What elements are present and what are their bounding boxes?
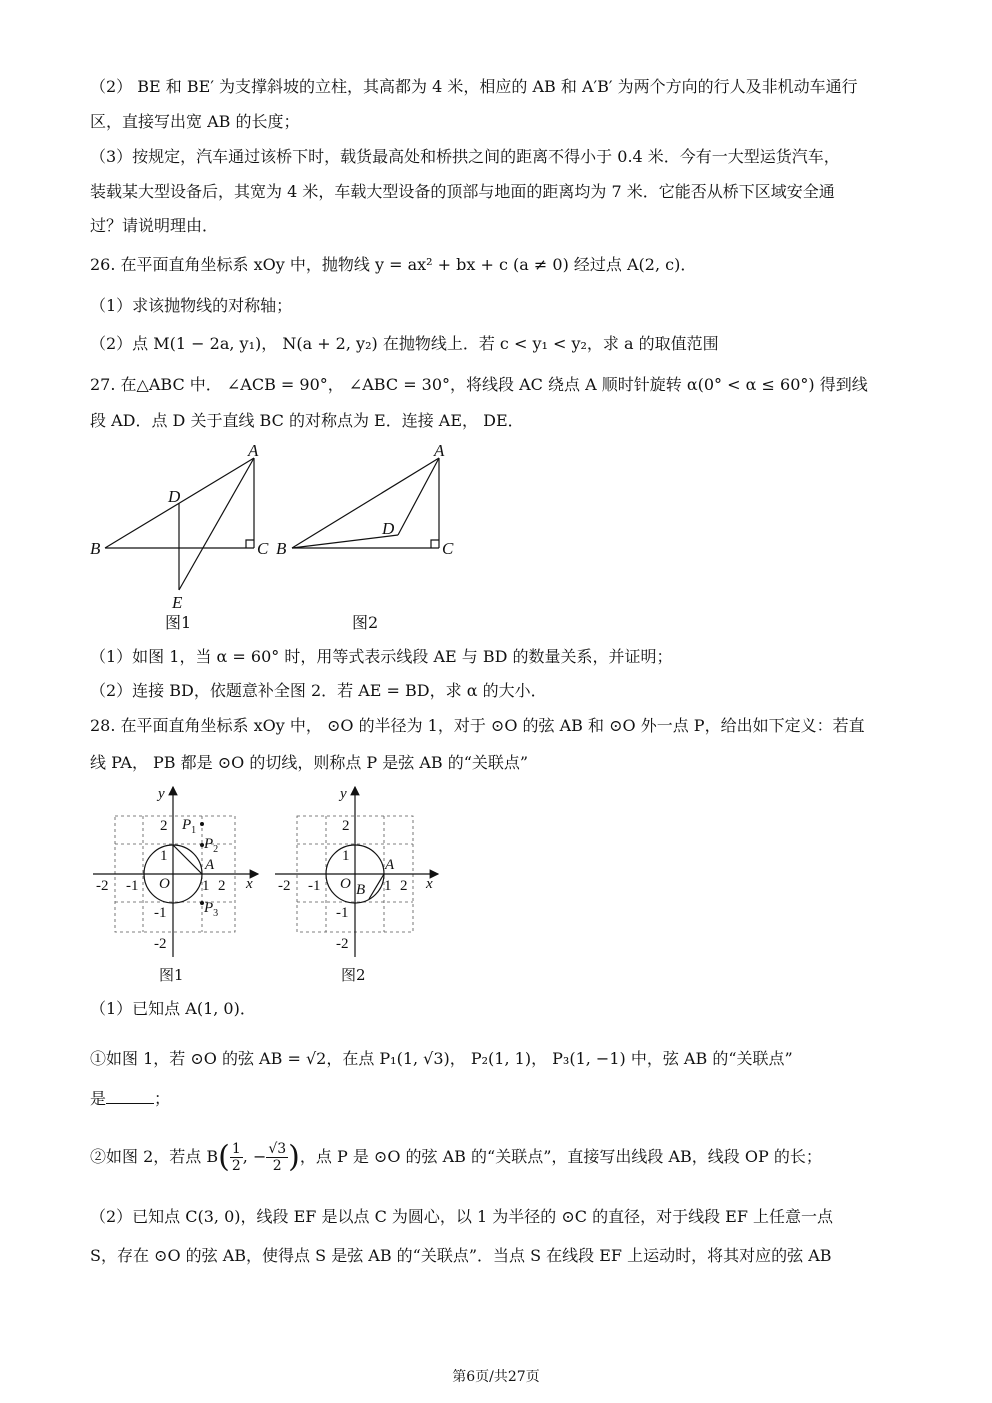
- fig27-2-label-D: D: [382, 519, 395, 538]
- fig28-1-tick-y-p2: 2: [160, 818, 168, 834]
- figure-28: [88, 782, 448, 987]
- fig28-1-tick-x-p2: 2: [218, 878, 226, 894]
- fig27-1-right-angle: [246, 540, 254, 548]
- fig27-1-label-B: B: [90, 539, 101, 558]
- fig28-1-tick-y-n2: -2: [154, 936, 167, 952]
- fig27-2-right-angle: [431, 540, 439, 548]
- figure-27: [85, 440, 485, 640]
- question-28-part1-a-answer: [90, 1088, 170, 1110]
- fig28-1-tick-y-p1: 1: [160, 848, 168, 864]
- part1-b-prefix: ②如图 2，若点 B: [90, 1147, 219, 1166]
- fig28-1-caption: 图1: [159, 966, 184, 984]
- paren-open: (: [218, 1139, 230, 1175]
- fig28-2-tick-y-p2: 2: [342, 818, 350, 834]
- fig28-1-label-P2: $P_2$: [204, 836, 219, 855]
- fig27-2-seg-AD: [398, 458, 439, 535]
- fig28-1-label-x: x: [246, 876, 253, 892]
- question-28-part2-cont: S，存在 ⊙O 的弦 AB，使得点 S 是弦 AB 的“关联点”．当点 S 在线段 EF 上运动时，将其对应的弦 AB: [90, 1246, 832, 1265]
- q25-part3-line1: （3）按规定，汽车通过该桥下时，载货最高处和桥拱之间的距离不得小于 0.4 米．今有一大型运货汽车，: [90, 147, 840, 166]
- fig28-1-label-A: A: [205, 857, 215, 873]
- q25-part2-line2: 区，直接写出宽 AB 的长度；: [90, 112, 300, 131]
- q25-part3-line3: 过？请说明理由．: [90, 216, 219, 235]
- comma-minus: , −: [242, 1147, 267, 1166]
- fig28-1-tick-x-n2: -2: [96, 878, 109, 894]
- fig28-2-tick-y-n2: -2: [336, 936, 349, 952]
- question-27-cont: 段 AD．点 D 关于直线 BC 的对称点为 E．连接 AE， DE．: [90, 411, 524, 430]
- question-28-part1-a: ①如图 1，若 ⊙O 的弦 AB = √2，在点 P₁(1, √3)， P₂(1, 1)， P₃(1, −1) 中，弦 AB 的“关联点”: [90, 1049, 793, 1068]
- fig27-1-caption: 图1: [165, 613, 192, 632]
- question-28-part1-b: [90, 1141, 822, 1174]
- fig28-2-tick-y-p1: 1: [342, 848, 350, 864]
- fig28-2-caption: 图2: [341, 966, 366, 984]
- question-28-cont: 线 PA， PB 都是 ⊙O 的切线，则称点 P 是弦 AB 的“关联点”: [90, 753, 529, 772]
- fig27-2-label-C: C: [442, 539, 454, 558]
- answer-prefix: 是: [90, 1089, 107, 1108]
- question-26-part2: （2）点 M(1 − 2a, y₁)， N(a + 2, y₂) 在抛物线上．若 c < y₁ < y₂，求 a 的取值范围: [90, 334, 719, 353]
- question-27-part1: （1）如图 1，当 α = 60° 时，用等式表示线段 AE 与 BD 的数量关系，并证明；: [90, 647, 673, 666]
- fig27-2-seg-AB: [292, 458, 439, 548]
- fig28-1-label-P3: $P_3$: [204, 900, 219, 919]
- fig27-1-label-C: C: [257, 539, 269, 558]
- fig28-2-tick-x-n2: -2: [278, 878, 291, 894]
- question-26-part1: （1）求该抛物线的对称轴；: [90, 296, 293, 315]
- part1-b-suffix: ，点 P 是 ⊙O 的弦 AB 的“关联点”，直接写出线段 AB，线段 OP 的长；: [299, 1147, 822, 1166]
- fig27-1-label-E: E: [172, 593, 183, 612]
- fig28-1-tick-x-n1: -1: [126, 878, 139, 894]
- q25-part3-line2: 装载某大型设备后，其宽为 4 米，车载大型设备的顶部与地面的距离均为 7 米．它能否从桥下区域安全通: [90, 182, 835, 201]
- fig28-2-label-O: O: [340, 876, 351, 892]
- fig28-2-tick-x-p1: 1: [384, 878, 392, 894]
- fig28-1-tick-y-n1: -1: [154, 905, 167, 921]
- fig28-2-tick-x-p2: 2: [400, 878, 408, 894]
- fig28-2-label-x: x: [426, 876, 433, 892]
- fig28-2-tick-x-n1: -1: [308, 878, 321, 894]
- question-27-part2: （2）连接 BD，依题意补全图 2．若 AE = BD，求 α 的大小．: [90, 681, 547, 700]
- fraction-x: $\frac{1}{2}$: [231, 1141, 241, 1174]
- fig28-1-label-P1: $P_1$: [182, 817, 197, 836]
- fig27-2-label-B: B: [276, 539, 287, 558]
- fig28-2-tick-y-n1: -1: [336, 905, 349, 921]
- fig28-2-label-B: B: [356, 882, 366, 898]
- fig28-1-tick-x-p1: 1: [202, 878, 210, 894]
- fig28-1-label-O: O: [159, 876, 170, 892]
- fig28-1-point-P1: [200, 822, 204, 826]
- question-28: 28. 在平面直角坐标系 xOy 中， ⊙O 的半径为 1，对于 ⊙O 的弦 AB 和 ⊙O 外一点 P，给出如下定义：若直: [90, 716, 865, 735]
- question-27: 27. 在△ABC 中． ∠ACB = 90°， ∠ABC = 30°，将线段 AC 绕点 A 顺时针旋转 α(0° < α ≤ 60°) 得到线: [90, 375, 868, 394]
- fig27-2-label-A: A: [434, 441, 445, 460]
- answer-blank: [106, 1089, 154, 1104]
- question-28-part2: （2）已知点 C(3, 0)，线段 EF 是以点 C 为圆心，以 1 为半径的 ⊙C 的直径，对于线段 EF 上任意一点: [90, 1207, 834, 1226]
- fraction-y: $\frac{√3}{2}$: [268, 1141, 287, 1174]
- fig28-2-label-y: y: [340, 786, 347, 802]
- question-28-part1: （1）已知点 A(1, 0)．: [90, 999, 256, 1018]
- fig28-1-label-y: y: [158, 786, 165, 802]
- fig27-1-seg-AE: [179, 458, 254, 590]
- page-footer: 第6页/共27页: [452, 1369, 540, 1385]
- fig27-1-label-A: A: [248, 441, 259, 460]
- paren-close: ): [288, 1139, 300, 1175]
- question-26: 26. 在平面直角坐标系 xOy 中，抛物线 y = ax² + bx + c (a ≠ 0) 经过点 A(2, c)．: [90, 255, 697, 274]
- q25-part2-line1: （2） BE 和 BE′ 为支撑斜坡的立柱，其高都为 4 米，相应的 AB 和 A′B′ 为两个方向的行人及非机动车通行: [90, 77, 858, 96]
- answer-suffix: ；: [154, 1089, 171, 1108]
- fig27-1-label-D: D: [168, 487, 181, 506]
- fig28-2-label-A: A: [385, 857, 395, 873]
- fig27-2-caption: 图2: [352, 613, 379, 632]
